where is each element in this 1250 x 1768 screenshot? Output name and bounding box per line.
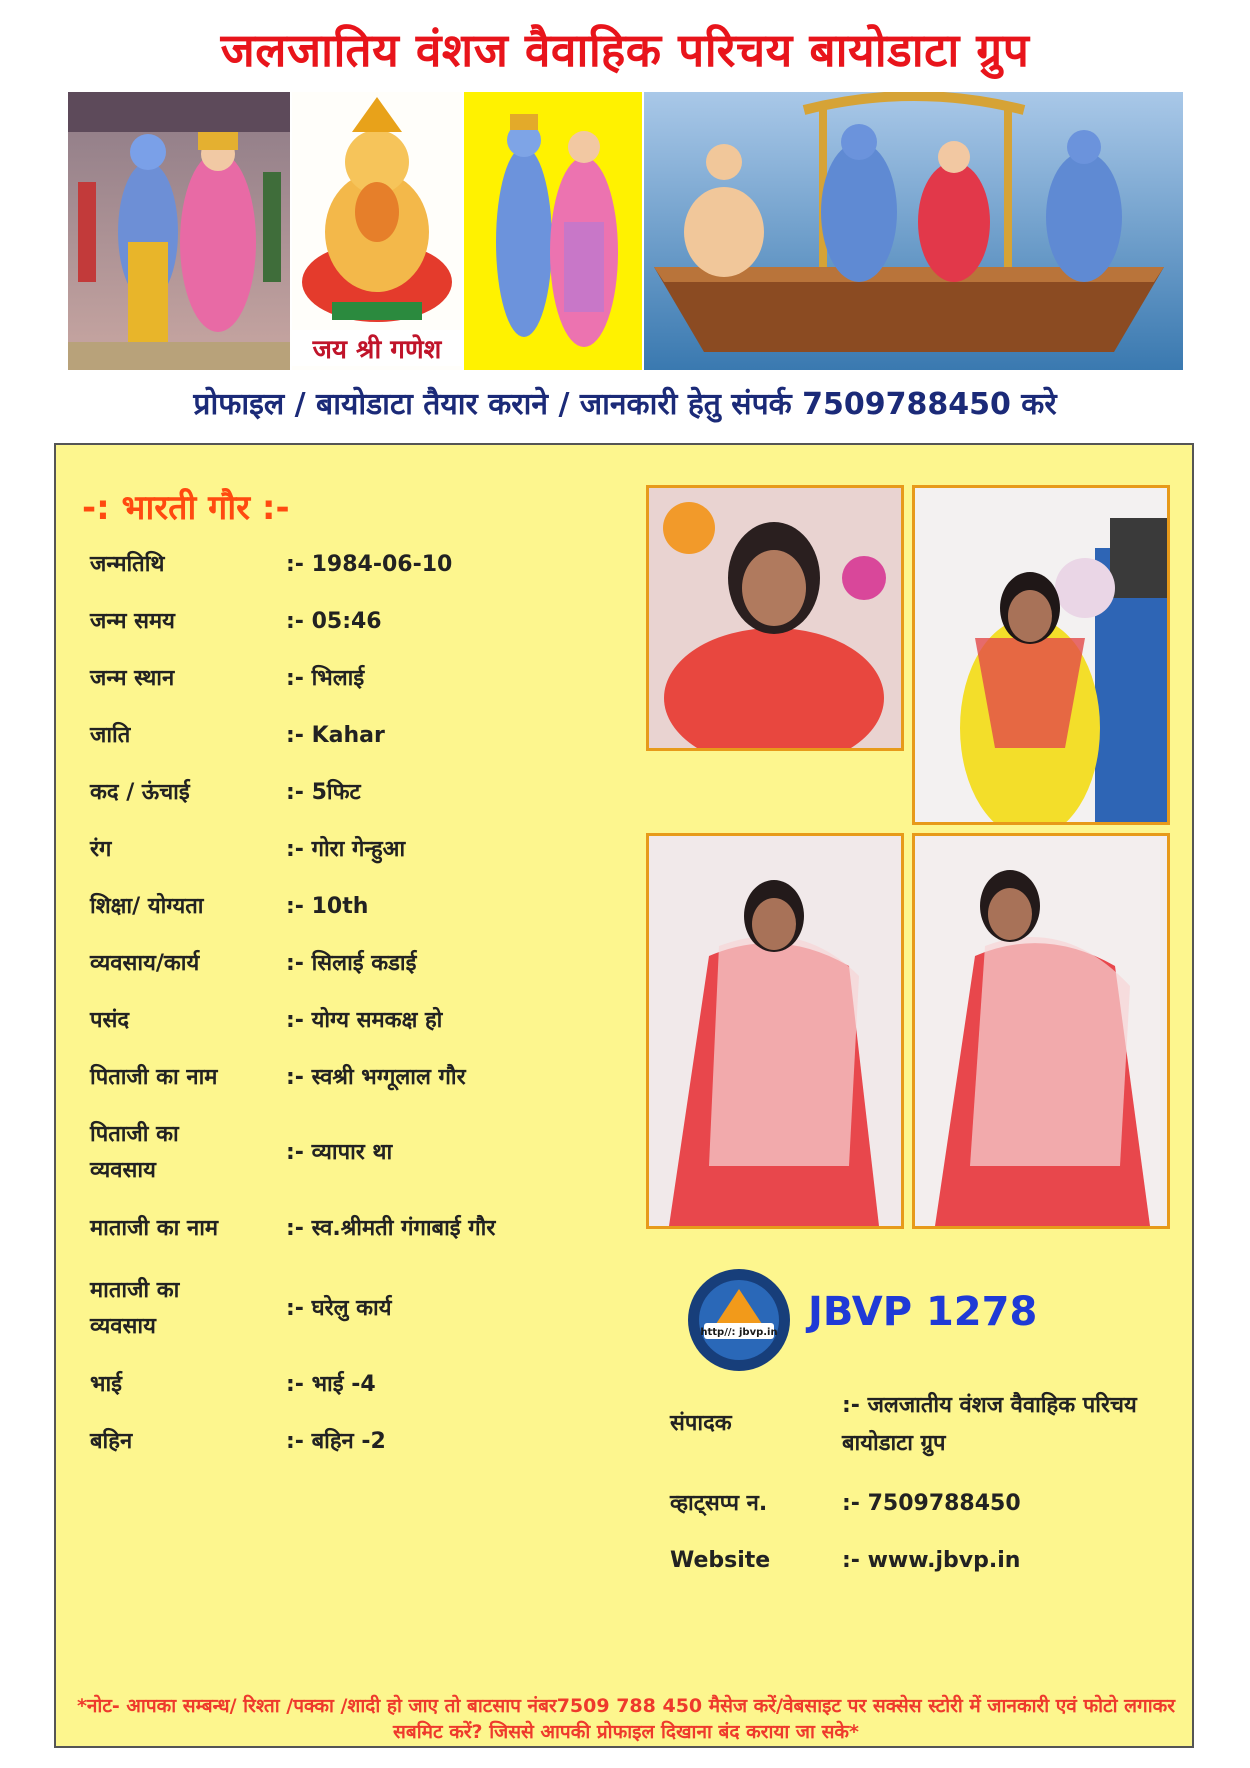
field-label: जाति — [90, 723, 131, 748]
field-value: :- भाई -4 — [286, 1372, 376, 1397]
field-label: जन्मतिथि — [90, 552, 165, 577]
field-value: :- व्यापार था — [286, 1140, 393, 1165]
editor-value: :- जलजातीय वंशज वैवाहिक परिचय बायोडाटा ग्रुप — [842, 1393, 1137, 1456]
field-value: :- 5फिट — [286, 780, 361, 805]
profile-photo-3 — [646, 833, 904, 1229]
field-label: जन्म समय — [90, 609, 175, 634]
field-value: :- 10th — [286, 894, 369, 919]
whatsapp-label: व्हाट्सप्प न. — [670, 1491, 768, 1516]
field-value: :- स्व.श्रीमती गंगाबाई गौर — [286, 1216, 496, 1241]
profile-name: -: भारती गौर :- — [82, 488, 290, 528]
biodata-card — [54, 443, 1194, 1748]
profile-photo-4 — [912, 833, 1170, 1229]
editor-label: संपादक — [670, 1411, 732, 1436]
banner — [68, 92, 1183, 370]
field-label: शिक्षा/ योग्यता — [90, 894, 204, 919]
banner-image-boat — [644, 92, 1183, 370]
field-label: माताजी का नाम — [90, 1216, 219, 1241]
field-value: :- स्वश्री भग्गूलाल गौर — [286, 1065, 466, 1090]
field-label: पिताजी का नाम — [90, 1065, 218, 1090]
profile-id-code: JBVP 1278 — [808, 1289, 1038, 1335]
logo-text: http//: jbvp.in — [700, 1327, 778, 1338]
jbvp-logo-icon — [686, 1267, 792, 1373]
banner-image-ram-sita — [464, 92, 642, 370]
field-label: पसंद — [90, 1008, 130, 1033]
field-label: भाई — [90, 1372, 122, 1397]
field-value: :- बहिन -2 — [286, 1429, 386, 1454]
website-label: Website — [670, 1548, 771, 1573]
field-label: माताजी का व्यवसाय — [90, 1278, 180, 1339]
ganesh-caption: जय श्री गणेश — [292, 330, 462, 366]
contact-banner: प्रोफाइल / बायोडाटा तैयार कराने / जानकारी हेतु संपर्क 7509788450 करे — [193, 387, 1057, 422]
page-title: जलजातिय वंशज वैवाहिक परिचय बायोडाटा ग्रुप — [220, 23, 1030, 77]
banner-image-ganesh — [292, 92, 462, 370]
field-label: बहिन — [90, 1429, 133, 1454]
field-value: :- 1984-06-10 — [286, 552, 453, 577]
field-label: व्यवसाय/कार्य — [90, 951, 200, 976]
whatsapp-value: :- 7509788450 — [842, 1491, 1021, 1516]
field-label: पिताजी का व्यवसाय — [90, 1122, 179, 1183]
field-value: :- घरेलु कार्य — [286, 1296, 392, 1321]
website-link[interactable]: :- www.jbvp.in — [842, 1548, 1021, 1573]
field-value: :- सिलाई कडाई — [286, 951, 417, 976]
field-label: रंग — [90, 837, 112, 862]
profile-photo-1 — [646, 485, 904, 751]
banner-image-wedding — [68, 92, 290, 370]
field-value: :- 05:46 — [286, 609, 382, 634]
field-value: :- गोरा गेन्हुआ — [286, 837, 406, 862]
field-label: कद / ऊंचाई — [90, 780, 190, 805]
profile-photo-2 — [912, 485, 1170, 825]
field-value: :- Kahar — [286, 723, 385, 748]
field-label: जन्म स्थान — [90, 666, 175, 691]
field-value: :- भिलाई — [286, 666, 365, 691]
footer-note: *नोट- आपका सम्बन्ध/ रिश्ता /पक्का /शादी हो जाए तो बाटसाप नंबर7509 788 450 मैसेज करें/वेबसाइट पर सक्सेस स्टोरी में जानकारी एवं फोटो लगाकर सबमिट करें? जिससे आपकी प्रोफाइल दिखाना बंद कराया जा सके* — [76, 1695, 1176, 1743]
field-value: :- योग्य समकक्ष हो — [286, 1008, 443, 1033]
